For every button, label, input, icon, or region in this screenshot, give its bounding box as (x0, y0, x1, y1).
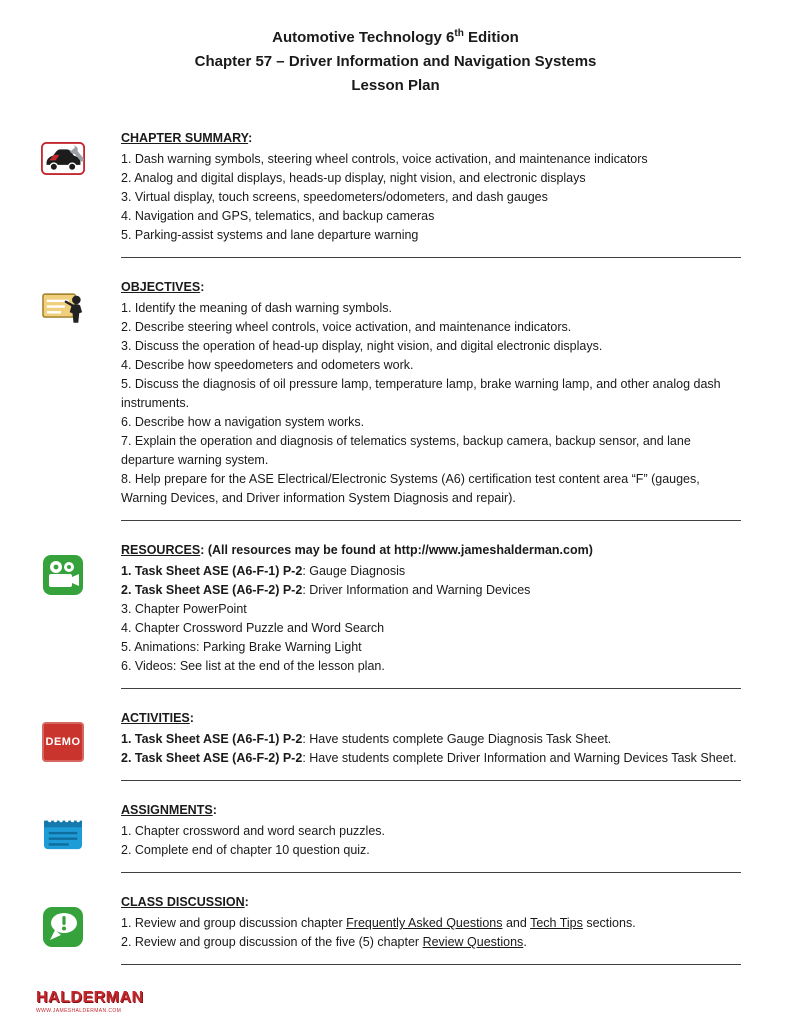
list-item: 2. Task Sheet ASE (A6-F-2) P-2: Driver Information and Warning Devices (121, 583, 531, 597)
document-subtitle: Chapter 57 – Driver Information and Navigation Systems (194, 53, 597, 70)
list-item: 6. Describe how a navigation system works. (121, 415, 365, 429)
list-item: 4. Describe how speedometers and odometers work. (121, 358, 414, 372)
list-item: 1. Task Sheet ASE (A6-F-1) P-2: Gauge Diagnosis (121, 564, 406, 578)
section-resources (121, 540, 741, 689)
list-item: 2. Analog and digital displays, heads-up display, night vision, and electronic displays (121, 171, 586, 185)
presentation-icon (38, 291, 88, 324)
list-item: 2. Complete end of chapter 10 question quiz. (121, 843, 370, 857)
list-item: 2. Describe steering wheel controls, voice activation, and maintenance indicators. (121, 320, 572, 334)
section-divider (121, 964, 741, 965)
list-item: 5. Animations: Parking Brake Warning Light (121, 640, 362, 654)
section-heading: OBJECTIVES: (121, 280, 205, 294)
list-item: 1. Identify the meaning of dash warning symbols. (121, 301, 392, 315)
section-class-discussion (121, 892, 741, 965)
list-item: 4. Navigation and GPS, telematics, and backup cameras (121, 209, 435, 223)
section-divider (121, 688, 741, 689)
publisher-footer (36, 989, 144, 1014)
list-item: 2. Task Sheet ASE (A6-F-2) P-2: Have students complete Driver Information and Warning Devices Task Sheet. (121, 751, 737, 765)
list-item: 1. Task Sheet ASE (A6-F-1) P-2: Have students complete Gauge Diagnosis Task Sheet. (121, 732, 612, 746)
halderman-logo: HALDERMAN (36, 989, 144, 1006)
section-heading: ACTIVITIES: (121, 711, 194, 725)
document-body (45, 128, 741, 965)
list-item: 5. Discuss the diagnosis of oil pressure lamp, temperature lamp, brake warning lamp, and other analog dash instruments. (121, 377, 721, 410)
document-title: Automotive Technology 6th Edition (272, 28, 519, 46)
section-chapter-summary (121, 128, 741, 258)
list-item: 3. Virtual display, touch screens, speedometers/odometers, and dash gauges (121, 190, 548, 204)
section-divider (121, 872, 741, 873)
section-heading: ASSIGNMENTS: (121, 803, 217, 817)
section-activities (45, 708, 741, 781)
title-superscript: th (454, 28, 464, 39)
list-item: 6. Videos: See list at the end of the lesson plan. (121, 659, 385, 673)
list-item: 1. Chapter crossword and word search puzzles. (121, 824, 386, 838)
list-item: 8. Help prepare for the ASE Electrical/Electronic Systems (A6) certification test content area “F” (gauges, Warning Devices, and Driver information System Diagnosis and repair). (121, 472, 700, 505)
section-heading: CLASS DISCUSSION: (121, 895, 249, 909)
list-item: 3. Chapter PowerPoint (121, 602, 247, 616)
document-title-line3: Lesson Plan (351, 77, 440, 94)
section-divider (121, 257, 741, 258)
halderman-logo-tagline: WWW.JAMESHALDERMAN.COM (36, 1008, 122, 1014)
section-divider (121, 780, 741, 781)
list-item: 5. Parking-assist systems and lane departure warning (121, 228, 419, 242)
section-heading: CHAPTER SUMMARY: (121, 131, 253, 145)
resources-note: (All resources may be found at http://www.jameshalderman.com) (204, 543, 593, 557)
notepad-icon (38, 814, 88, 852)
section-assignments (121, 800, 741, 873)
video-camera-icon (38, 554, 88, 596)
demo-icon (38, 722, 88, 762)
section-divider (121, 520, 741, 521)
section-objectives (121, 277, 741, 521)
list-item: 4. Chapter Crossword Puzzle and Word Search (121, 621, 385, 635)
list-item: 1. Review and group discussion chapter Frequently Asked Questions and Tech Tips sections. (121, 916, 636, 930)
list-item: 2. Review and group discussion of the five (5) chapter Review Questions. (121, 935, 527, 949)
list-item: 7. Explain the operation and diagnosis of telematics systems, backup camera, backup sensor, and lane departure warning system. (121, 434, 691, 467)
section-heading: RESOURCES: (All resources may be found at http://www.jameshalderman.com) (121, 543, 593, 557)
demo-icon-label: DEMO (45, 736, 81, 748)
discussion-icon (38, 906, 88, 948)
list-item: 3. Discuss the operation of head-up display, night vision, and digital electronic displays. (121, 339, 603, 353)
list-item: 1. Dash warning symbols, steering wheel controls, voice activation, and maintenance indicators (121, 152, 648, 166)
car-repair-icon (38, 142, 88, 175)
document-header (0, 0, 791, 98)
